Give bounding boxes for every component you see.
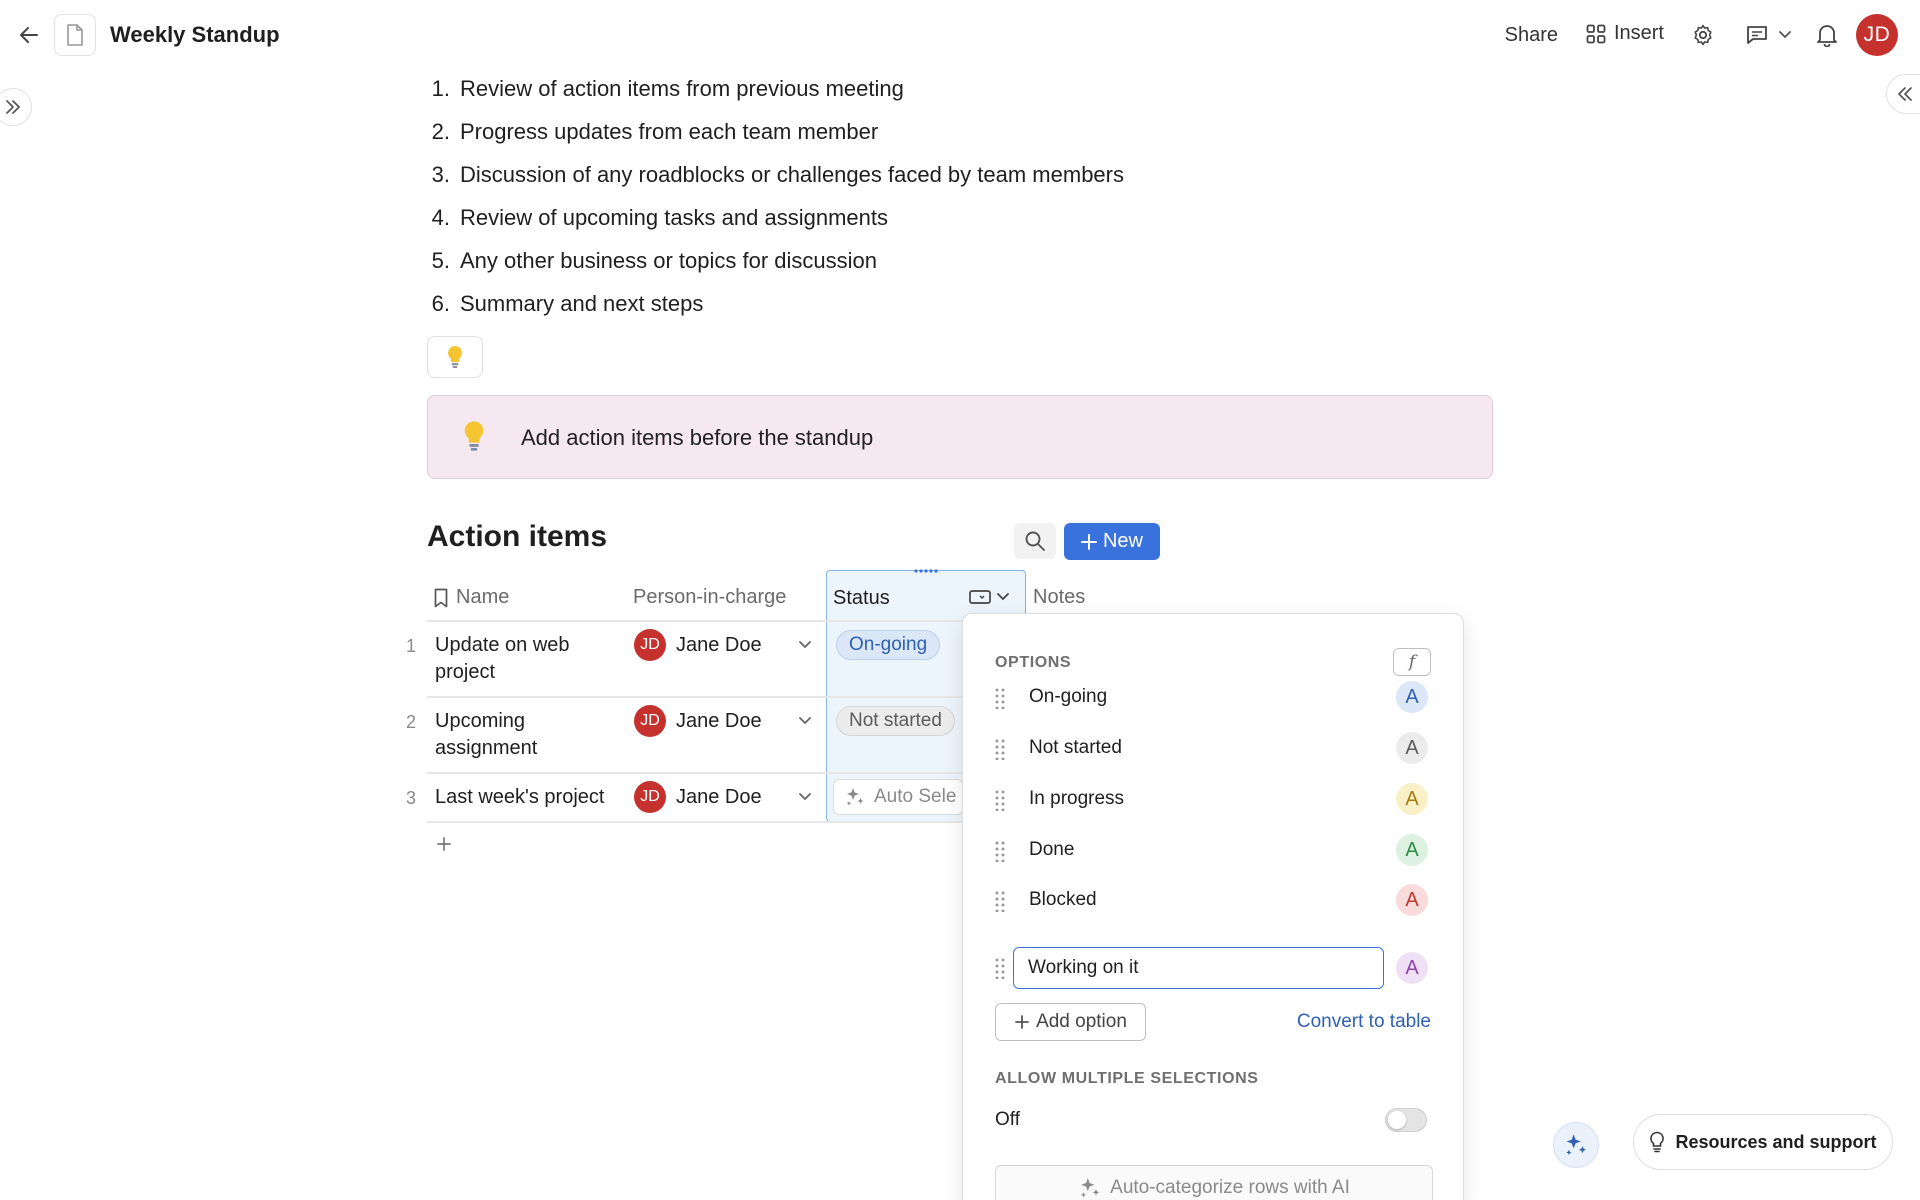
column-header-notes[interactable]: Notes <box>1033 586 1086 608</box>
option-color-button[interactable]: A <box>1396 732 1428 764</box>
avatar: JD <box>634 629 666 661</box>
ai-assistant-button[interactable] <box>1553 1122 1599 1168</box>
comment-icon[interactable] <box>1742 20 1772 50</box>
multi-select-toggle[interactable] <box>1385 1108 1427 1132</box>
person-cell[interactable]: JD Jane Doe <box>634 781 762 813</box>
row-name[interactable]: Last week's project <box>435 786 605 808</box>
list-item[interactable]: 1. Review of action items from previous meeting <box>431 76 904 101</box>
drag-handle-icon <box>993 840 1007 862</box>
option-color-button[interactable]: A <box>1396 884 1428 916</box>
list-item[interactable]: 6. Summary and next steps <box>431 291 704 316</box>
person-cell[interactable]: JD Jane Doe <box>634 705 762 737</box>
divider <box>427 821 1027 823</box>
avatar: JD <box>634 705 666 737</box>
column-header-status[interactable]: Status <box>833 587 890 609</box>
back-arrow-icon[interactable] <box>14 20 44 50</box>
row-number: 1 <box>405 636 416 656</box>
drag-handle-icon <box>993 687 1007 709</box>
drag-handle-icon <box>913 568 939 574</box>
grid-icon <box>1586 24 1606 44</box>
chevron-down-icon <box>997 593 1009 601</box>
lightbulb-button[interactable] <box>427 336 483 378</box>
bookmark-icon <box>434 588 448 608</box>
resources-support-button[interactable]: Resources and support <box>1633 1114 1893 1170</box>
plus-icon <box>1014 1014 1030 1030</box>
status-badge[interactable]: On-going <box>836 630 940 660</box>
option-row-in-progress[interactable]: In progress A <box>993 778 1433 820</box>
top-bar <box>0 0 1920 70</box>
lightbulb-icon <box>1649 1131 1665 1153</box>
callout-block[interactable] <box>427 395 1493 479</box>
select-type-icon <box>969 589 991 605</box>
list-item[interactable]: 2. Progress updates from each team member <box>431 119 879 144</box>
drag-handle-icon <box>993 738 1007 760</box>
collapse-panel-icon[interactable] <box>1886 74 1920 114</box>
row-name[interactable]: Upcoming assignment <box>435 710 538 759</box>
option-row-not-started[interactable]: Not started A <box>993 727 1433 769</box>
add-row-plus-icon[interactable] <box>434 834 454 854</box>
chevron-down-icon[interactable] <box>797 789 813 805</box>
toggle-knob <box>1388 1111 1406 1129</box>
multi-select-value: Off <box>995 1109 1020 1130</box>
option-color-button[interactable]: A <box>1396 952 1428 984</box>
option-color-button[interactable]: A <box>1396 783 1428 815</box>
column-header-name[interactable]: Name <box>434 586 509 609</box>
option-name-input[interactable] <box>1013 947 1384 989</box>
table-title[interactable]: Action items <box>427 520 608 553</box>
option-color-button[interactable]: A <box>1396 681 1428 713</box>
page-title[interactable]: Weekly Standup <box>110 22 280 47</box>
avatar: JD <box>634 781 666 813</box>
top-actions <box>1500 14 1920 56</box>
option-row-on-going[interactable]: On-going A <box>993 676 1433 718</box>
convert-to-table-link[interactable]: Convert to table <box>1296 1011 1431 1032</box>
lightbulb-icon <box>446 345 464 369</box>
new-row-button[interactable]: New <box>1064 523 1160 560</box>
option-row-done[interactable]: Done A <box>993 829 1433 871</box>
list-item[interactable]: 5. Any other business or topics for discussion <box>431 248 877 273</box>
agenda-list <box>430 76 1124 334</box>
list-item[interactable]: 4. Review of upcoming tasks and assignments <box>431 205 888 230</box>
lightbulb-icon <box>462 420 486 457</box>
bell-icon[interactable] <box>1812 20 1842 50</box>
formula-button[interactable]: f <box>1393 648 1431 676</box>
add-option-button[interactable]: Add option <box>995 1003 1146 1041</box>
sparkle-icon <box>844 786 866 808</box>
divider <box>427 696 1027 698</box>
list-item[interactable]: 3. Discussion of any roadblocks or challenges faced by team members <box>431 162 1124 187</box>
row-number: 2 <box>405 712 416 732</box>
row-number: 3 <box>405 788 416 808</box>
option-color-button[interactable]: A <box>1396 834 1428 866</box>
column-type-menu[interactable] <box>969 589 1009 605</box>
drag-handle-icon <box>993 890 1007 912</box>
search-icon[interactable] <box>1014 523 1056 559</box>
chevron-down-icon[interactable] <box>1776 24 1794 46</box>
insert-button[interactable] <box>1586 22 1664 45</box>
column-header-person[interactable]: Person-in-charge <box>633 586 787 608</box>
gear-icon[interactable] <box>1688 20 1718 50</box>
callout-text: Add action items before the standup <box>521 425 874 450</box>
chevron-down-icon[interactable] <box>797 713 813 729</box>
auto-categorize-button[interactable]: Auto-categorize rows with AI <box>995 1165 1433 1200</box>
document-icon[interactable] <box>54 14 96 56</box>
divider <box>427 772 1027 774</box>
status-badge[interactable]: Not started <box>836 706 955 736</box>
person-cell[interactable]: JD Jane Doe <box>634 629 762 661</box>
insert-label: Insert <box>1613 22 1664 44</box>
options-heading: OPTIONS <box>995 654 1072 671</box>
drag-handle-icon <box>993 789 1007 811</box>
sparkle-icon <box>1563 1132 1589 1158</box>
drag-handle-icon <box>993 957 1007 979</box>
sparkle-icon <box>1078 1176 1102 1200</box>
user-avatar[interactable]: JD <box>1856 14 1898 56</box>
auto-select-button[interactable]: Auto Sele <box>833 779 963 815</box>
share-button[interactable]: Share <box>1504 24 1558 46</box>
chevron-down-icon[interactable] <box>797 637 813 653</box>
divider <box>427 620 1027 622</box>
expand-sidebar-icon[interactable] <box>0 88 32 126</box>
option-row-blocked[interactable]: Blocked A <box>993 879 1433 921</box>
plus-icon <box>1081 534 1097 550</box>
multi-select-heading: ALLOW MULTIPLE SELECTIONS <box>995 1070 1259 1087</box>
status-options-popover <box>962 613 1464 1200</box>
row-name[interactable]: Update on web project <box>435 634 570 683</box>
